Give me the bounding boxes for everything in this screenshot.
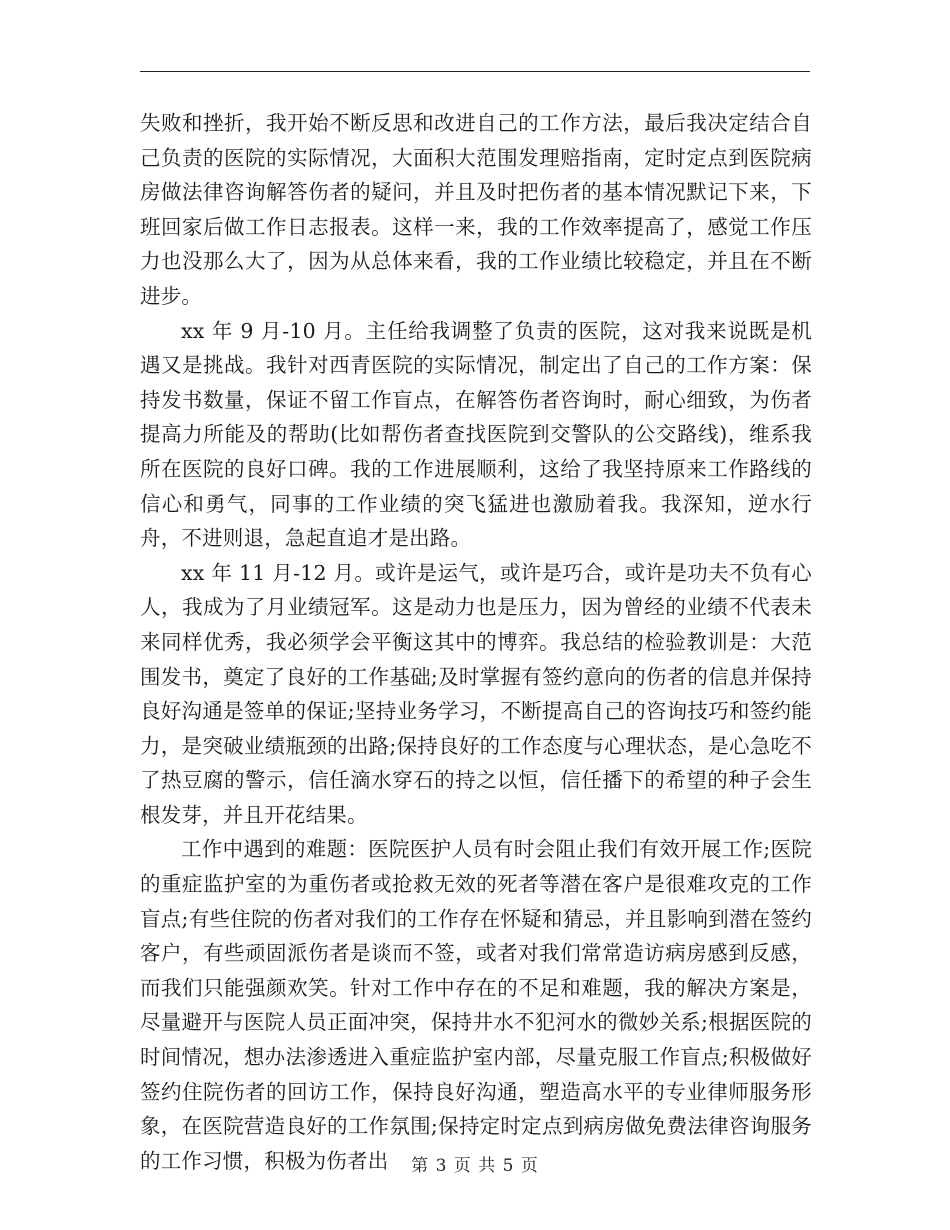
- paragraph-2: xx 年 9 月-10 月。主任给我调整了负责的医院，这对我来说既是机遇又是挑战。我针对西青医院的实际情况，制定出了自己的工作方案：保持发书数量，保证不留工作盲点，在解答伤者咨询时，耐心细致，为伤者提高力所能及的帮助(比如帮伤者查找医院到交警队的公交路线)，维系我所在医院的良好口碑。我的工作进展顺利，这给了我坚持原来工作路线的信心和勇气，同事的工作业绩的突飞猛进也激励着我。我深知，逆水行舟，不进则退，急起直追才是出路。: [140, 318, 812, 551]
- paragraph-4: 工作中遇到的难题：医院医护人员有时会阻止我们有效开展工作;医院的重症监护室的为重伤者或抢救无效的死者等潜在客户是很难攻克的工作盲点;有些住院的伤者对我们的工作存在怀疑和猜忌，并且影响到潜在签约客户，有些顽固派伤者是谈而不签，或者对我们常常造访病房感到反感，而我们只能强颜欢笑。针对工作中存在的不足和难题，我的解决方案是，尽量避开与医院人员正面冲突，保持井水不犯河水的微妙关系;根据医院的时间情况，想办法渗透进入重症监护室内部，尽量克服工作盲点;积极做好签约住院伤者的回访工作，保持良好沟通，塑造高水平的专业律师服务形象，在医院营造良好的工作氛围;保持定时定点到病房做免费法律咨询服务的工作习惯，积极为伤者出: [140, 837, 812, 1173]
- paragraph-1: 失败和挫折，我开始不断反思和改进自己的工作方法，最后我决定结合自己负责的医院的实际情况，大面积大范围发理赔指南，定时定点到医院病房做法律咨询解答伤者的疑问，并且及时把伤者的基本情况默记下来，下班回家后做工作日志报表。这样一来，我的工作效率提高了，感觉工作压力也没那么大了，因为从总体来看，我的工作业绩比较稳定，并且在不断进步。: [140, 111, 812, 308]
- page-number-footer: 第 3 页 共 5 页: [411, 1156, 539, 1176]
- paragraph-3: xx 年 11 月-12 月。或许是运气，或许是巧合，或许是功夫不负有心人，我成为了月业绩冠军。这是动力也是压力，因为曾经的业绩不代表未来同样优秀，我必须学会平衡这其中的博弈。我总结的检验教训是：大范围发书，奠定了良好的工作基础;及时掌握有签约意向的伤者的信息并保持良好沟通是签单的保证;坚持业务学习，不断提高自己的咨询技巧和签约能力，是突破业绩瓶颈的出路;保持良好的工作态度与心理状态，是心急吃不了热豆腐的警示，信任滴水穿石的持之以恒，信任播下的希望的种子会生根发芽，并且开花结果。: [140, 560, 812, 827]
- document-body: [140, 106, 812, 1178]
- header-rule: [140, 71, 810, 72]
